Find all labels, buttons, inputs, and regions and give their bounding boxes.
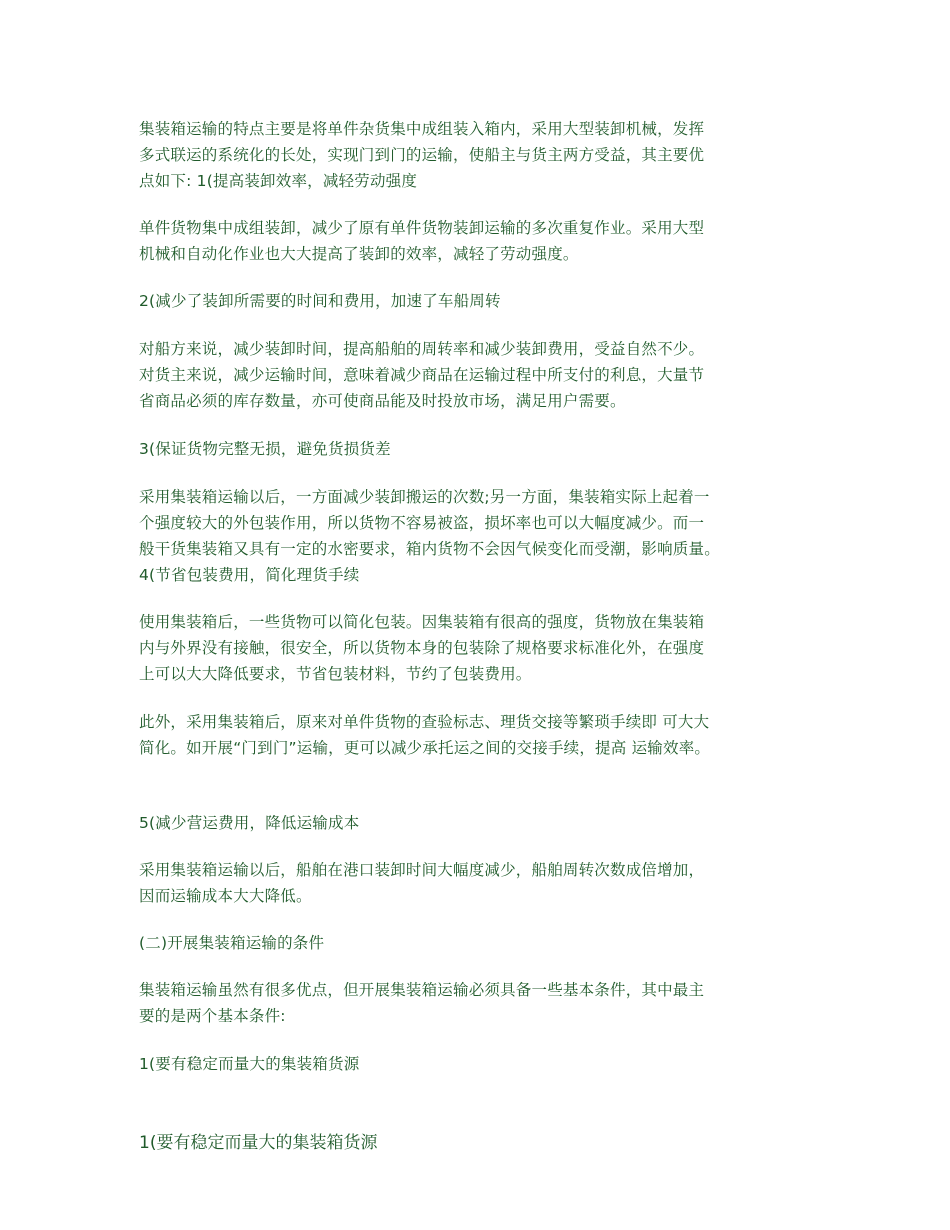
paragraph-time-cost (139, 336, 819, 414)
text-line: 个强度较大的外包装作用，所以货物不容易被盗，损坏率也可以大幅度减少。而一 (139, 514, 705, 532)
text-line: 单件货物集中成组装卸，减少了原有单件货物装卸运输的多次重复作业。采用大型 (139, 219, 705, 237)
text-line: 对船方来说，减少装卸时间，提高船舶的周转率和减少装卸费用，受益自然不少。 (139, 340, 705, 358)
paragraph-packaging (139, 609, 819, 687)
text-line: 要的是两个基本条件: (139, 1007, 286, 1025)
text-line: 1(要有稳定而量大的集装箱货源 (139, 1055, 360, 1073)
text-line: 简化。如开展“门到门”运输，更可以减少承托运之间的交接手续，提高 运输效率。 (139, 739, 711, 757)
heading-point-5 (139, 810, 819, 836)
text-line: 点如下: 1(提高装卸效率，减轻劳动强度 (139, 172, 418, 190)
paragraph-conditions (139, 977, 819, 1029)
text-line: 省商品必须的库存数量，亦可使商品能及时投放市场，满足用户需要。 (139, 392, 626, 410)
text-line: 2(减少了装卸所需要的时间和费用，加速了车船周转 (139, 292, 501, 310)
paragraph-procedures (139, 709, 819, 761)
paragraph-intro (139, 116, 819, 194)
paragraph-loading-efficiency (139, 215, 819, 267)
text-line: (二)开展集装箱运输的条件 (139, 934, 325, 952)
text-line: 上可以大大降低要求，节省包装材料，节约了包装费用。 (139, 665, 532, 683)
text-line: 使用集装箱后，一些货物可以简化包装。因集装箱有很高的强度，货物放在集装箱 (139, 613, 705, 631)
heading-section-2 (139, 930, 819, 956)
text-line: 般干货集装箱又具有一定的水密要求，箱内货物不会因气候变化而受潮，影响质量。 (139, 540, 720, 558)
paragraph-cargo-safety (139, 484, 819, 588)
heading-condition-1-repeat: 1(要有稳定而量大的集装箱货源 (139, 1133, 378, 1153)
text-line: 4(节省包装费用，简化理货手续 (139, 566, 360, 584)
text-line: 采用集装箱运输以后，船舶在港口装卸时间大幅度减少，船舶周转次数成倍增加， (139, 861, 705, 879)
text-line: 5(减少营运费用，降低运输成本 (139, 814, 360, 832)
text-line: 集装箱运输虽然有很多优点，但开展集装箱运输必须具备一些基本条件，其中最主 (139, 981, 705, 999)
text-line: 对货主来说，减少运输时间，意味着减少商品在运输过程中所支付的利息，大量节 (139, 366, 705, 384)
text-line: 机械和自动化作业也大大提高了装卸的效率，减轻了劳动强度。 (139, 245, 579, 263)
text-line: 多式联运的系统化的长处，实现门到门的运输，使船主与货主两方受益，其主要优 (139, 146, 705, 164)
text-line: 因而运输成本大大降低。 (139, 887, 312, 905)
text-line: 此外，采用集装箱后，原来对单件货物的查验标志、理货交接等繁琐手续即 可大大 (139, 713, 710, 731)
paragraph-operating-cost (139, 857, 819, 909)
heading-point-2 (139, 288, 819, 314)
text-line: 集装箱运输的特点主要是将单件杂货集中成组装入箱内，采用大型装卸机械，发挥 (139, 120, 705, 138)
text-line: 采用集装箱运输以后，一方面减少装卸搬运的次数;另一方面，集装箱实际上起着一 (139, 488, 710, 506)
text-line: 内与外界没有接触，很安全，所以货物本身的包装除了规格要求标准化外，在强度 (139, 639, 705, 657)
heading-condition-1 (139, 1051, 819, 1077)
text-line: 3(保证货物完整无损，避免货损货差 (139, 440, 391, 458)
heading-point-3 (139, 436, 819, 462)
